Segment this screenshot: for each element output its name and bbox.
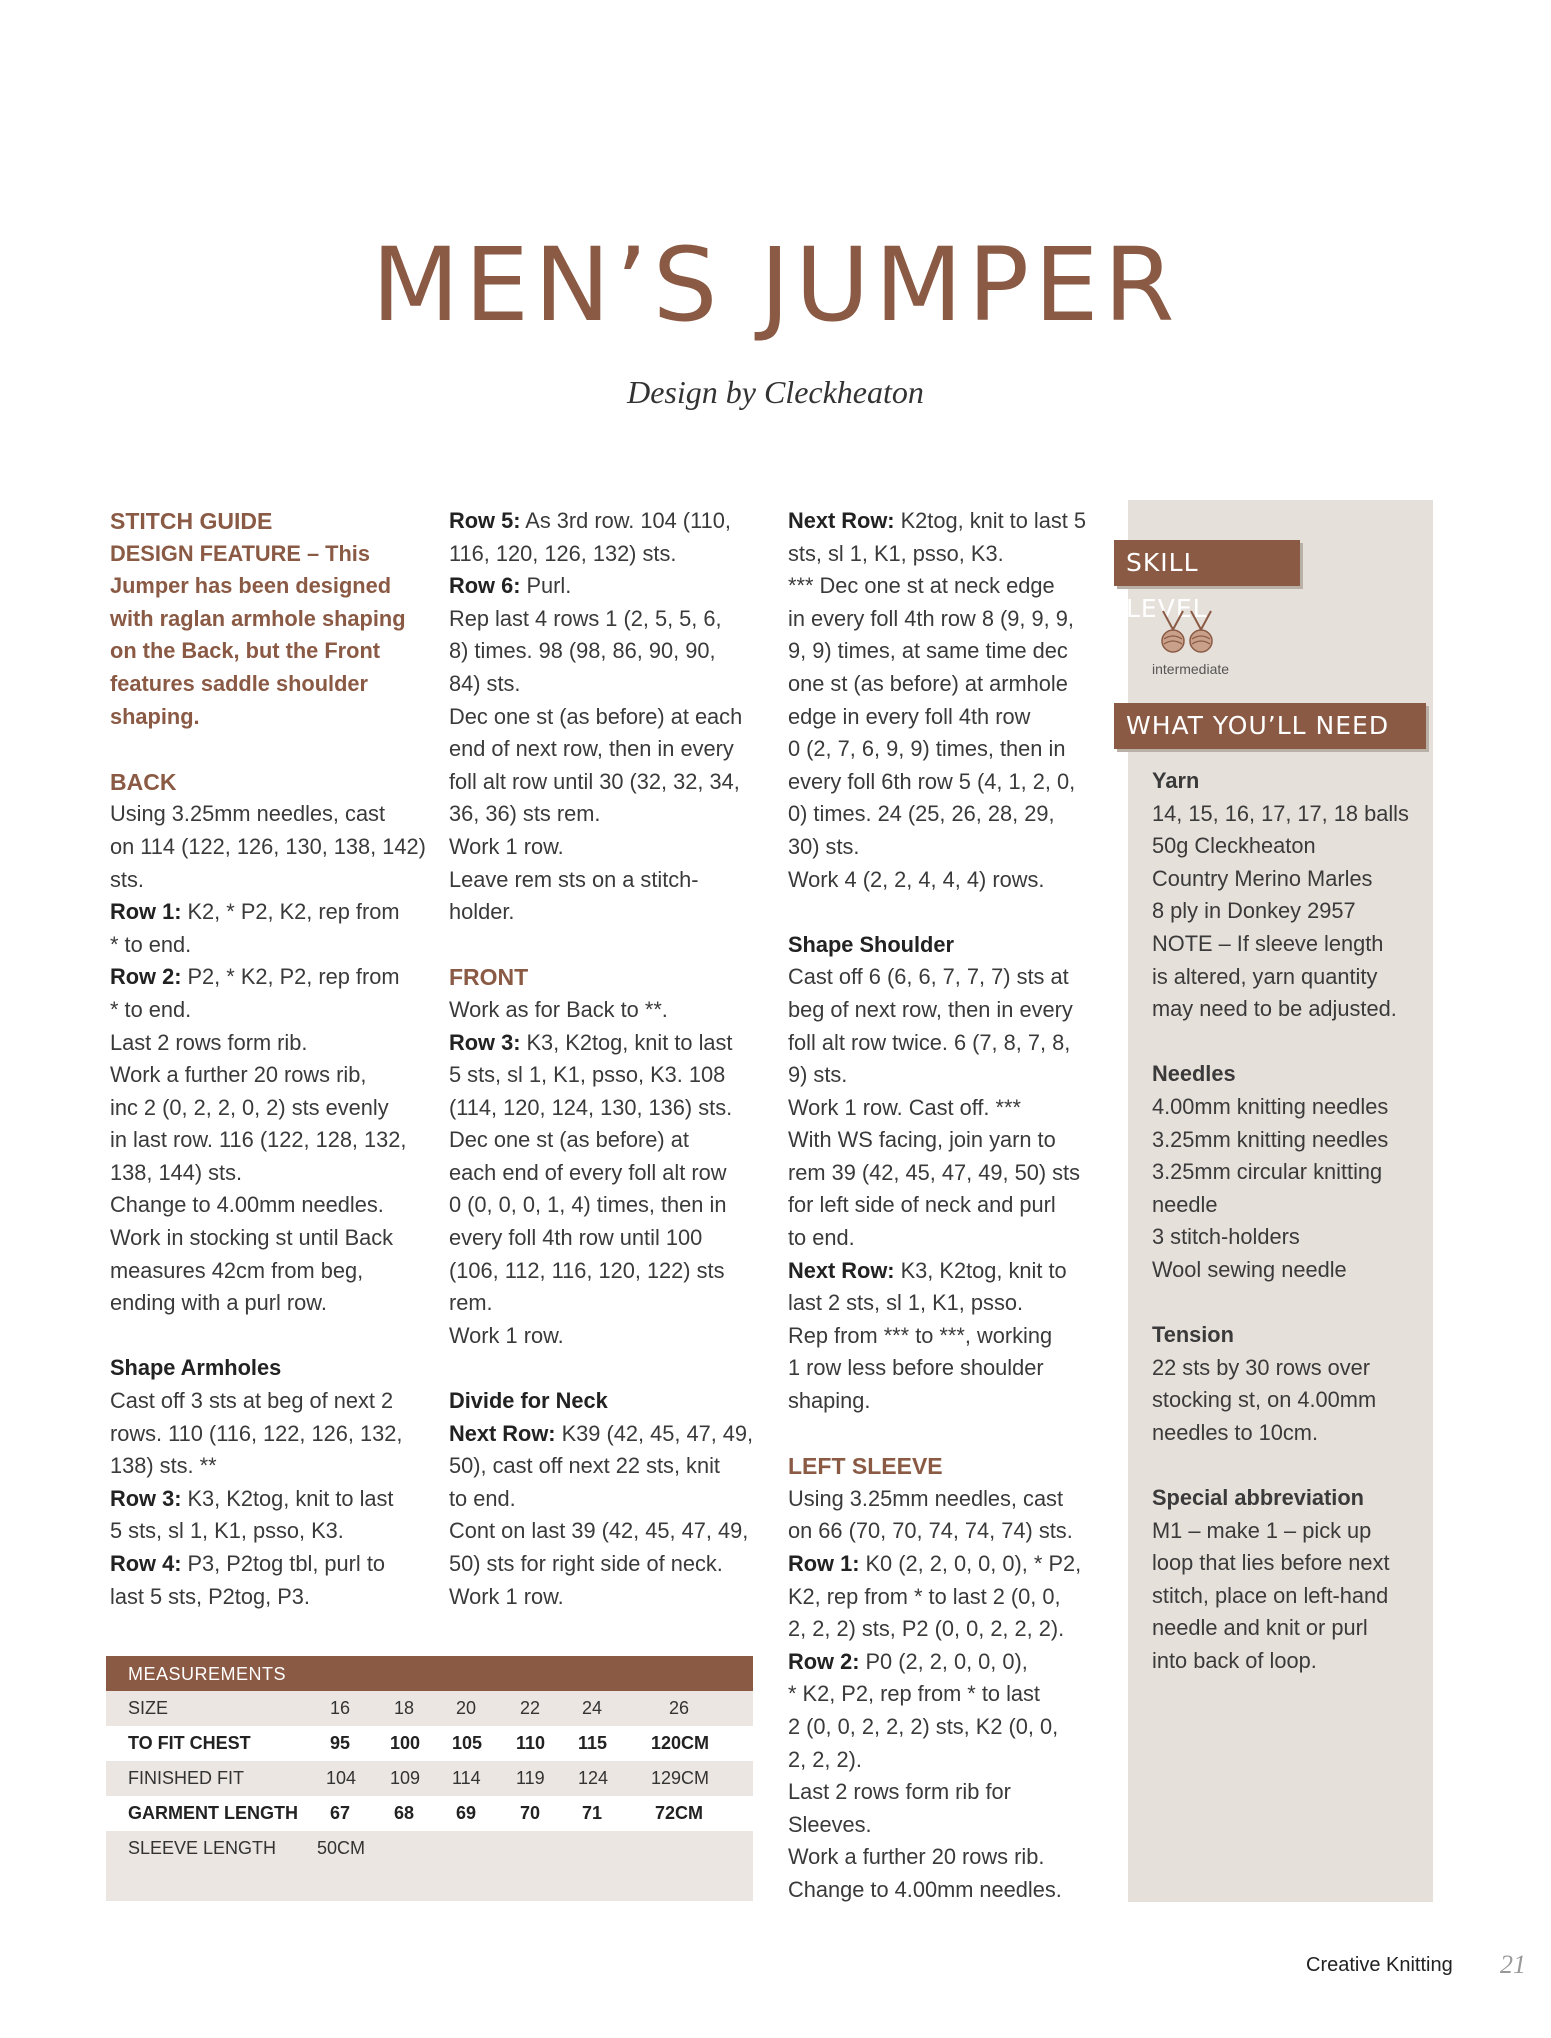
text-line: Change to 4.00mm needles. (788, 1876, 1062, 1902)
text-line: Change to 4.00mm needles. (110, 1192, 384, 1218)
text-line: sts. (110, 866, 144, 892)
row-label: Next Row: (788, 1257, 895, 1283)
text-line: Work in stocking st until Back (110, 1225, 394, 1251)
text-line: Work 1 row. (449, 833, 564, 859)
row-label: Row 5: (449, 508, 521, 533)
row-instruction (788, 1548, 1118, 1581)
table-cell: 105 (452, 1733, 483, 1753)
text-line: sts, sl 1, K1, psso, K3. (788, 540, 1004, 566)
row-instruction (110, 1483, 440, 1516)
table-cell: 100 (390, 1733, 421, 1753)
text-line: Dec one st (as before) at (449, 1127, 689, 1153)
text-line: 8 ply in Donkey 2957 (1152, 898, 1356, 924)
row-text: K39 (42, 45, 47, 49, (555, 1420, 754, 1446)
row-instruction (788, 1646, 1118, 1679)
row-text: K0 (2, 2, 0, 0, 0), * P2, (859, 1551, 1082, 1576)
row-instruction (449, 1418, 779, 1451)
text-line: Work a further 20 rows rib, (110, 1062, 367, 1088)
table-cell: 114 (452, 1768, 481, 1788)
row-label: Row 6: (449, 573, 521, 599)
left-sleeve-heading: LEFT SLEEVE (788, 1453, 943, 1480)
row-text: P0 (2, 2, 0, 0, 0), (859, 1648, 1028, 1674)
text-line: Dec one st (as before) at each (449, 703, 743, 729)
row-text: K2, * P2, K2, rep from (181, 899, 400, 925)
text-line: Wool sewing needle (1152, 1256, 1347, 1282)
requirements-list (1152, 765, 1432, 1678)
row-label: Next Row: (788, 508, 895, 533)
text-line: edge in every foll 4th row (788, 703, 1031, 729)
text-line: shaping. (788, 1388, 871, 1414)
row-label: TO FIT CHEST (128, 1733, 251, 1753)
text-line: inc 2 (0, 2, 2, 0, 2) sts evenly (110, 1094, 389, 1120)
text-line: 138, 144) sts. (110, 1159, 243, 1185)
table-cell: 69 (456, 1803, 477, 1823)
text-line: 8) times. 98 (98, 86, 90, 90, (449, 638, 716, 664)
row-instruction (788, 1255, 1118, 1288)
table-row (106, 1796, 753, 1831)
text-line: each end of every foll alt row (449, 1159, 727, 1185)
table-cell: 70 (520, 1803, 541, 1823)
table-cell: 110 (516, 1733, 546, 1753)
design-feature-line: shaping. (110, 703, 200, 729)
table-cell: 71 (582, 1803, 603, 1823)
text-line: K2, rep from * to last 2 (0, 0, (788, 1583, 1061, 1609)
text-line: last 2 sts, sl 1, K1, psso. (788, 1290, 1024, 1316)
text-line: Using 3.25mm needles, cast (110, 801, 386, 827)
row-label: SIZE (128, 1698, 169, 1718)
text-line: Leave rem sts on a stitch- (449, 866, 699, 892)
text-line: 1 row less before shoulder (788, 1355, 1044, 1381)
row-label: FINISHED FIT (128, 1768, 244, 1788)
text-line: Country Merino Marles (1152, 865, 1373, 891)
text-line: Work as for Back to **. (449, 996, 668, 1022)
table-cell: 120CM (651, 1733, 710, 1753)
table-cell: 24 (582, 1698, 603, 1718)
text-line: 5 sts, sl 1, K1, psso, K3. 108 (449, 1062, 726, 1088)
text-line: 14, 15, 16, 17, 17, 18 balls (1152, 800, 1409, 826)
skill-level-tab: SKILL LEVEL (1114, 540, 1300, 586)
text-line: * K2, P2, rep from * to last (788, 1681, 1040, 1707)
table-cell: 20 (456, 1698, 477, 1718)
text-line: foll alt row until 30 (32, 32, 34, (449, 768, 740, 794)
page-title: MEN’S JUMPER (371, 226, 1180, 345)
back-heading: BACK (110, 768, 177, 795)
text-line: for left side of neck and purl (788, 1192, 1056, 1218)
shape-shoulder-heading: Shape Shoulder (788, 931, 954, 957)
text-line: With WS facing, join yarn to (788, 1127, 1056, 1153)
text-line: every foll 4th row until 100 (449, 1225, 703, 1251)
text-line: 2, 2, 2) sts, P2 (0, 0, 2, 2, 2). (788, 1616, 1065, 1642)
row-label: Row 1: (110, 899, 182, 925)
text-line: stocking st, on 4.00mm (1152, 1387, 1377, 1413)
abbreviation-heading: Special abbreviation (1152, 1485, 1364, 1511)
designer-byline: Design by Cleckheaton (627, 374, 924, 410)
row-instruction (110, 1548, 440, 1581)
table-cell: 104 (326, 1768, 357, 1788)
table-row (106, 1691, 753, 1726)
table-cell: 26 (669, 1698, 690, 1718)
text-line: 84) sts. (449, 670, 521, 696)
text-line: Work 4 (2, 2, 4, 4, 4) rows. (788, 866, 1045, 892)
text-line: Work 1 row. (449, 1583, 564, 1609)
text-line: 3.25mm circular knitting (1152, 1159, 1383, 1185)
text-line: 2 (0, 0, 2, 2, 2) sts, K2 (0, 0, (788, 1713, 1059, 1739)
column-1 (110, 505, 440, 1613)
row-label: Row 3: (110, 1485, 182, 1511)
row-instruction (110, 961, 440, 994)
row-instruction (449, 505, 779, 538)
text-line: Work a further 20 rows rib. (788, 1844, 1045, 1870)
text-line: into back of loop. (1152, 1648, 1317, 1674)
row-text: K2tog, knit to last 5 (894, 508, 1087, 533)
row-label: Row 2: (110, 964, 182, 990)
row-instruction (788, 505, 1118, 538)
text-line: M1 – make 1 – pick up (1152, 1517, 1372, 1543)
text-line: foll alt row twice. 6 (7, 8, 7, 8, (788, 1029, 1071, 1055)
text-line: (114, 120, 124, 130, 136) sts. (449, 1094, 733, 1120)
text-line: 0 (0, 0, 0, 1, 4) times, then in (449, 1192, 727, 1218)
text-line: 138) sts. ** (110, 1453, 217, 1479)
column-2 (449, 505, 779, 1613)
text-line: Work 1 row. (449, 1322, 564, 1348)
text-line: Last 2 rows form rib for (788, 1779, 1011, 1805)
table-cell: 95 (330, 1733, 351, 1753)
row-label: Row 3: (449, 1029, 521, 1055)
text-line: last 5 sts, P2tog, P3. (110, 1583, 310, 1609)
text-line: rem. (449, 1290, 493, 1316)
stitch-guide-heading: STITCH GUIDE (110, 508, 273, 534)
text-line: Cast off 6 (6, 6, 7, 7, 7) sts at (788, 964, 1069, 990)
design-feature-line: on the Back, but the Front (110, 638, 381, 664)
text-line: stitch, place on left-hand (1152, 1582, 1389, 1608)
table-cell: 129CM (651, 1768, 710, 1788)
what-you-need-tab: WHAT YOU’LL NEED (1114, 703, 1426, 749)
text-line: 5 sts, sl 1, K1, psso, K3. (110, 1518, 344, 1544)
row-label: GARMENT LENGTH (128, 1803, 298, 1823)
text-line: ending with a purl row. (110, 1290, 327, 1316)
text-line: * to end. (110, 931, 192, 957)
design-feature-line: Jumper has been designed (110, 573, 392, 599)
text-line: one st (as before) at armhole (788, 670, 1068, 696)
table-cell: 72CM (655, 1803, 704, 1823)
text-line: every foll 6th row 5 (4, 1, 2, 0, (788, 768, 1076, 794)
row-text: K3, K2tog, knit to last (181, 1485, 394, 1511)
text-line: Cont on last 39 (42, 45, 47, 49, (449, 1518, 749, 1544)
row-label: Row 4: (110, 1551, 182, 1576)
row-label: SLEEVE LENGTH (128, 1838, 277, 1858)
shape-armholes-heading: Shape Armholes (110, 1355, 282, 1381)
text-line: 36, 36) sts rem. (449, 801, 601, 827)
text-line: in every foll 4th row 8 (9, 9, 9, (788, 605, 1074, 631)
table-row (106, 1831, 753, 1866)
row-text: P2, * K2, P2, rep from (181, 964, 400, 990)
text-line: 22 sts by 30 rows over (1152, 1354, 1371, 1380)
text-line: 0 (2, 7, 6, 9, 9) times, then in (788, 736, 1066, 762)
text-line: Cast off 3 sts at beg of next 2 (110, 1388, 394, 1414)
design-feature-line: with raglan armhole shaping (110, 605, 406, 631)
skill-level-text: intermediate (1152, 661, 1230, 677)
text-line: may need to be adjusted. (1152, 996, 1397, 1022)
table-row (106, 1866, 753, 1901)
text-line: Rep from *** to ***, working (788, 1322, 1053, 1348)
text-line: in last row. 116 (122, 128, 132, (110, 1127, 407, 1153)
text-line: measures 42cm from beg, (110, 1257, 364, 1283)
text-line: on 66 (70, 70, 74, 74, 74) sts. (788, 1518, 1073, 1544)
front-heading: FRONT (449, 964, 529, 991)
table-cell: 109 (390, 1768, 421, 1788)
row-text: As 3rd row. 104 (110, (520, 508, 731, 533)
text-line: 4.00mm knitting needles (1152, 1093, 1389, 1119)
row-label: Row 1: (788, 1551, 860, 1576)
text-line: rem 39 (42, 45, 47, 49, 50) sts (788, 1159, 1080, 1185)
yarn-heading: Yarn (1152, 768, 1200, 793)
column-3 (788, 505, 1118, 1907)
table-cell: 124 (578, 1768, 609, 1788)
text-line: to end. (788, 1225, 855, 1251)
text-line: 3.25mm knitting needles (1152, 1126, 1389, 1152)
text-line: 116, 120, 126, 132) sts. (449, 540, 677, 566)
text-line: 50) sts for right side of neck. (449, 1551, 723, 1576)
table-row (106, 1761, 753, 1796)
page-number: 21 (1500, 1950, 1526, 1979)
text-line: 30) sts. (788, 833, 860, 859)
text-line: Last 2 rows form rib. (110, 1029, 308, 1055)
table-cell: 119 (516, 1768, 545, 1788)
design-feature-line: features saddle shoulder (110, 670, 369, 696)
row-label: Row 2: (788, 1648, 860, 1674)
table-cell: 67 (330, 1803, 351, 1823)
tension-heading: Tension (1152, 1322, 1234, 1348)
text-line: *** Dec one st at neck edge (788, 573, 1055, 599)
row-label: Next Row: (449, 1420, 556, 1446)
text-line: end of next row, then in every (449, 736, 734, 762)
text-line: 3 stitch-holders (1152, 1224, 1300, 1250)
table-cell: 16 (330, 1698, 351, 1718)
text-line: Work 1 row. Cast off. *** (788, 1094, 1021, 1120)
knitting-needles-yarn-icon (1153, 607, 1225, 655)
text-line: 50), cast off next 22 sts, knit (449, 1453, 720, 1479)
text-line: * to end. (110, 996, 192, 1022)
text-line: NOTE – If sleeve length (1152, 930, 1384, 956)
row-text: P3, P2tog tbl, purl to (181, 1551, 386, 1576)
text-line: holder. (449, 899, 515, 925)
magazine-name: Creative Knitting (1306, 1954, 1453, 1976)
text-line: needles to 10cm. (1152, 1419, 1318, 1445)
text-line: Sleeves. (788, 1811, 872, 1837)
text-line: needle (1152, 1191, 1218, 1217)
text-line: rows. 110 (116, 122, 126, 132, (110, 1420, 403, 1446)
text-line: 50g Cleckheaton (1152, 833, 1316, 859)
table-row (106, 1726, 753, 1761)
measurements-table (106, 1656, 753, 1901)
measurements-heading: MEASUREMENTS (106, 1656, 753, 1691)
needles-heading: Needles (1152, 1061, 1236, 1087)
text-line: needle and knit or purl (1152, 1615, 1368, 1641)
row-instruction (449, 1027, 779, 1060)
text-line: beg of next row, then in every (788, 996, 1073, 1022)
row-text: K3, K2tog, knit to (894, 1257, 1067, 1283)
text-line: loop that lies before next (1152, 1550, 1390, 1576)
table-cell: 115 (578, 1733, 608, 1753)
text-line: 9) sts. (788, 1062, 848, 1088)
table-cell: 68 (394, 1803, 415, 1823)
divide-neck-heading: Divide for Neck (449, 1388, 608, 1414)
text-line: on 114 (122, 126, 130, 138, 142) (110, 833, 426, 859)
text-line: 2, 2, 2). (788, 1746, 862, 1772)
design-feature-line: DESIGN FEATURE – This (110, 540, 370, 566)
row-text: Purl. (520, 573, 572, 599)
text-line: 0) times. 24 (25, 26, 28, 29, (788, 801, 1055, 827)
table-cell: 18 (394, 1698, 415, 1718)
text-line: Using 3.25mm needles, cast (788, 1485, 1064, 1511)
text-line: (106, 112, 116, 120, 122) sts (449, 1257, 725, 1283)
row-instruction (449, 570, 779, 603)
text-line: 9, 9) times, at same time dec (788, 638, 1068, 664)
text-line: is altered, yarn quantity (1152, 963, 1378, 989)
row-text: K3, K2tog, knit to last (520, 1029, 733, 1055)
row-instruction (110, 896, 440, 929)
table-cell: 22 (520, 1698, 541, 1718)
table-cell: 50CM (317, 1838, 366, 1858)
text-line: Rep last 4 rows 1 (2, 5, 5, 6, (449, 605, 722, 631)
text-line: to end. (449, 1485, 516, 1511)
